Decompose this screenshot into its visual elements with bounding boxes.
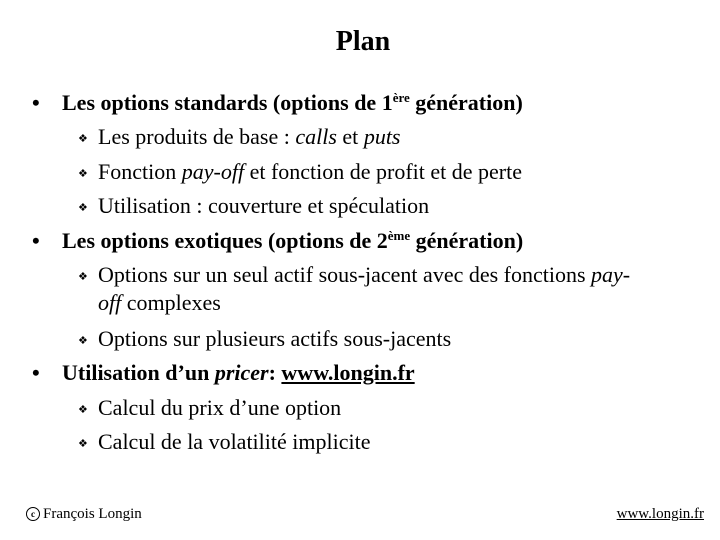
list-item: ❖ Options sur plusieurs actifs sous-jacents <box>78 326 451 354</box>
page-title: Plan <box>335 26 391 57</box>
bullet-icon: • <box>32 228 40 253</box>
diamond-bullet-icon: ❖ <box>78 202 88 214</box>
section-standard-options: • Les options standards (options de 1ère génération) <box>32 90 523 115</box>
list-item: ❖ Utilisation : couverture et spéculation <box>78 193 429 221</box>
diamond-bullet-icon: ❖ <box>78 335 88 347</box>
diamond-bullet-icon: ❖ <box>78 271 88 283</box>
copyright-icon: c <box>26 507 40 521</box>
section-exotic-options: • Les options exotiques (options de 2ème génération) <box>32 228 524 253</box>
diamond-bullet-icon: ❖ <box>78 404 88 416</box>
bullet-icon: • <box>32 90 40 115</box>
footer-website-link[interactable]: www.longin.fr <box>616 506 704 522</box>
section-pricer: • Utilisation d’un pricer: www.longin.fr <box>32 360 415 385</box>
list-item: ❖ Les produits de base : calls et puts <box>78 124 401 152</box>
pricer-link[interactable]: www.longin.fr <box>281 360 415 385</box>
list-item-continuation: off complexes <box>98 290 221 315</box>
diamond-bullet-icon: ❖ <box>78 438 88 450</box>
list-item: ❖ Fonction pay-off et fonction de profit et de perte <box>78 159 522 187</box>
footer-author: c François Longin <box>26 506 142 523</box>
list-item: ❖ Calcul de la volatilité implicite <box>78 429 370 457</box>
list-item: ❖ Options sur un seul actif sous-jacent avec des fonctions pay- <box>78 262 630 290</box>
diamond-bullet-icon: ❖ <box>78 133 88 145</box>
list-item: ❖ Calcul du prix d’une option <box>78 395 341 423</box>
diamond-bullet-icon: ❖ <box>78 168 88 180</box>
bullet-icon: • <box>32 360 40 385</box>
